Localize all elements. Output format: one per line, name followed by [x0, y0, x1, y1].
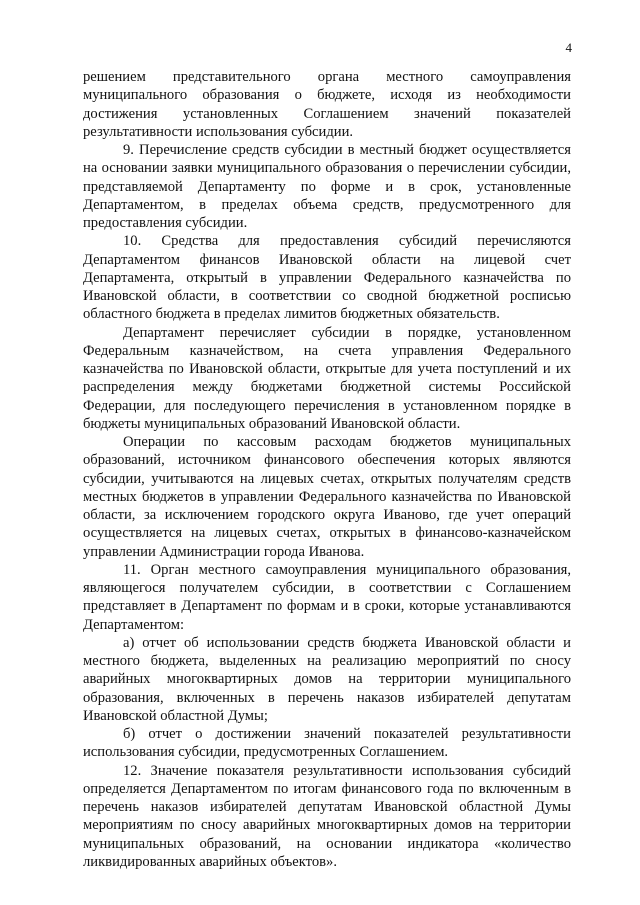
paragraph-cash-operations: Операции по кассовым расходам бюджетов муниципальных образований, источником финансового обеспечения которых являются субсидии, учитываются на лицевых счетах, открытых получателям средств местных бюджетов в управлении Федерального казначейства по Ивановской области, за исключением городского округа Иваново, где учет операций осуществляется на лицевых счетах, открытых в финансово-казначейском управлении Администрации города Иванова.: [83, 434, 571, 560]
paragraph-continuation: решением представительного органа местного самоуправления муниципального образования о бюджете, исходя из необходимости достижения установленных Соглашением значений показателей результативности использования субсидии.: [83, 69, 571, 140]
paragraph-clause-11-b: б) отчет о достижении значений показателей результативности использования субсидии, предусмотренных Соглашением.: [83, 726, 571, 761]
paragraph-clause-11: 11. Орган местного самоуправления муниципального образования, являющегося получателем субсидии, в соответствии с Соглашением представляет в Департамент по формам и в сроки, которые устанавливаются Департаментом:: [83, 561, 571, 633]
document-body: [83, 68, 571, 871]
page-number: 4: [565, 40, 572, 55]
paragraph-clause-12: 12. Значение показателя результативности использования субсидий определяется Департаментом по итогам финансового года по включенным в перечень наказов избирателей депутатам Ивановской областной Думы мероприятиям по сносу аварийных многоквартирных домов на территории муниципальных образований, на основании индикатора «количество ликвидированных аварийных объектов».: [83, 762, 571, 870]
paragraph-clause-10: 10. Средства для предоставления субсидий перечисляются Департаментом финансов Ивановской области на лицевой счет Департамента, открытый в управлении Федерального казначейства по Ивановской области, в соответствии со сводной бюджетной росписью областного бюджета в пределах лимитов бюджетных обязательств.: [83, 233, 571, 323]
paragraph-clause-11-a: а) отчет об использовании средств бюджета Ивановской области и местного бюджета, выделенных на реализацию мероприятий по сносу аварийных многоквартирных домов на территории муниципального образования, включенных в перечень наказов избирателей депутатам Ивановской областной Думы;: [83, 634, 571, 724]
paragraph-department-transfer: Департамент перечисляет субсидии в порядке, установленном Федеральным казначейством, на счета управления Федерального казначейства по Ивановской области, открытые для учета поступлений и их распределения между бюджетами бюджетной системы Российской Федерации, для последующего перечисления в установленном порядке в бюджеты муниципальных образований Ивановской области.: [83, 324, 571, 432]
paragraph-clause-9: 9. Перечисление средств субсидии в местный бюджет осуществляется на основании заявки муниципального образования о перечислении субсидии, представляемой Департаменту по форме и в срок, установленные Департаментом, в пределах объема средств, предусмотренного для предоставления субсидии.: [83, 142, 571, 231]
